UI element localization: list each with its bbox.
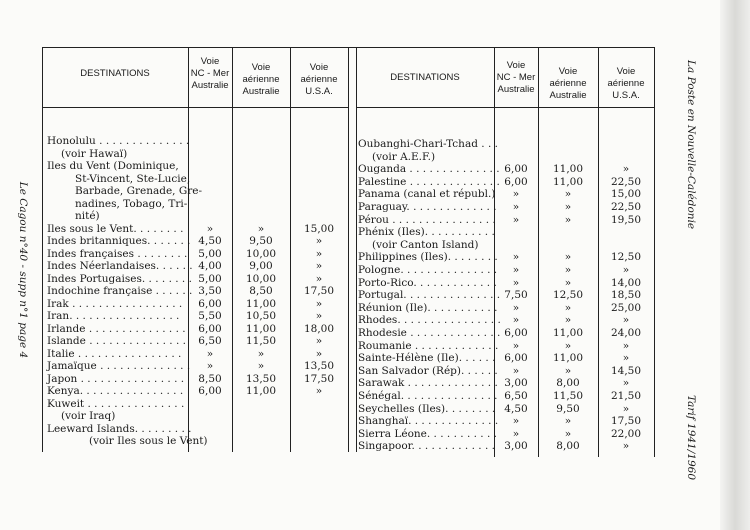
- destination-label: (voir Iraq): [61, 410, 116, 422]
- rate-air-australia: »: [564, 251, 572, 264]
- destination-label: Iles du Vent (Dominique,: [47, 160, 179, 172]
- rate-air-usa: »: [622, 314, 630, 327]
- rate-air-usa: »: [315, 235, 323, 247]
- rate-air-australia: 11,00: [552, 163, 584, 176]
- destination-label: Jamaïque . . . . . . . . . . . . . .: [47, 360, 191, 372]
- rate-sea-australia: »: [512, 213, 520, 226]
- rate-air-usa: »: [622, 264, 630, 276]
- destination-label: Indochine française . . . . . .: [47, 285, 193, 297]
- rate-sea-australia: 5,00: [198, 272, 222, 285]
- destination-label: Honolulu . . . . . . . . . . . . . .: [47, 135, 190, 147]
- destination-label: Seychelles (Iles). . . . . . . .: [358, 402, 496, 415]
- destination-label: Barbade, Grenade, Gre-: [75, 185, 203, 197]
- rate-air-australia: »: [564, 314, 572, 327]
- destination-label: Indes Néerlandaises. . . . . .: [47, 260, 193, 272]
- destination-label: nadines, Tobago, Tri-: [75, 197, 188, 210]
- destination-label: Oubanghi-Chari-Tchad . . .: [358, 138, 498, 150]
- destination-label: St-Vincent, Ste-Lucie,: [75, 172, 191, 185]
- rule-right-edge-left: [356, 47, 357, 452]
- rate-air-australia: 11,00: [552, 352, 584, 365]
- rate-air-usa: 25,00: [610, 301, 642, 314]
- header-air-australia-left: Voie aérienne Australie: [242, 62, 280, 97]
- rate-air-australia: »: [564, 213, 572, 226]
- destination-label: Kuweit . . . . . . . . . . . . . . .: [47, 397, 185, 410]
- rate-air-usa: 22,00: [610, 427, 642, 440]
- rate-air-usa: 14,50: [610, 364, 642, 377]
- rate-sea-australia: »: [512, 276, 520, 289]
- destination-label: Indes britanniques. . . . . . .: [47, 235, 191, 247]
- rate-air-australia: »: [257, 360, 265, 372]
- rate-sea-australia: 3,00: [504, 377, 528, 390]
- rate-sea-australia: 5,50: [198, 310, 222, 322]
- destination-label: (voir Iles sous le Vent): [89, 435, 208, 447]
- rate-air-usa: »: [315, 310, 323, 322]
- header-air-australia-right: Voie aérienne Australie: [549, 66, 587, 101]
- rate-sea-australia: 6,00: [198, 297, 222, 310]
- rate-sea-australia: 6,00: [504, 327, 528, 339]
- rate-air-australia: 11,00: [245, 385, 277, 397]
- destination-label: Sierra Léone. . . . . . . . . . .: [358, 427, 497, 440]
- rate-sea-australia: 3,00: [504, 440, 528, 453]
- rate-sea-australia: »: [512, 364, 520, 377]
- rate-air-usa: 15,00: [610, 188, 642, 201]
- rate-air-usa: »: [622, 440, 630, 453]
- destination-label: Singapoor. . . . . . . . . . . . .: [358, 440, 495, 453]
- destination-label: (voir Hawaï): [61, 147, 128, 160]
- rate-air-australia: »: [564, 301, 572, 314]
- destination-label: Porto-Rico. . . . . . . . . . . . .: [358, 276, 497, 289]
- rate-air-usa: 22,50: [610, 175, 642, 188]
- rate-air-australia: 9,50: [249, 235, 273, 247]
- rate-air-usa: »: [622, 402, 630, 415]
- rate-air-australia: »: [564, 427, 572, 440]
- destination-label: Indes françaises . . . . . . . .: [47, 247, 188, 260]
- header-bottom-rule-left: [42, 107, 348, 108]
- rate-air-usa: »: [315, 247, 323, 260]
- destination-label: Réunion (Ile). . . . . . . . . . .: [358, 301, 498, 314]
- destination-label: Indes Portugaises. . . . . . . .: [47, 272, 192, 285]
- header-air-usa-right: Voie aérienne U.S.A.: [607, 66, 645, 101]
- destination-label: Pérou . . . . . . . . . . . . . . . .: [358, 213, 496, 226]
- rate-air-australia: 10,00: [245, 272, 277, 285]
- destination-label: Rhodesie . . . . . . . . . . . . . .: [358, 327, 501, 339]
- rate-air-usa: 18,50: [610, 289, 642, 302]
- margin-right-caption: [683, 60, 697, 480]
- destination-label: Portugal. . . . . . . . . . . . . . .: [358, 289, 501, 302]
- header-bottom-rule-right: [356, 107, 654, 108]
- rate-sea-australia: »: [206, 360, 214, 372]
- rate-air-usa: »: [622, 352, 630, 365]
- rate-sea-australia: 8,50: [198, 372, 222, 385]
- header-destinations-left: DESTINATIONS: [80, 68, 150, 79]
- rate-air-australia: »: [257, 222, 265, 235]
- rate-air-australia: 10,50: [245, 310, 277, 322]
- destination-label: Leeward Islands. . . . . . . . .: [47, 422, 192, 435]
- rate-air-usa: »: [315, 272, 323, 285]
- rate-sea-australia: »: [512, 264, 520, 276]
- destination-label: nité): [75, 210, 100, 222]
- rate-air-australia: 10,00: [245, 247, 277, 260]
- rate-air-usa: 15,00: [303, 222, 335, 235]
- rate-air-usa: 12,50: [610, 251, 642, 264]
- rate-sea-australia: »: [512, 415, 520, 428]
- rate-sea-australia: 6,50: [504, 390, 528, 402]
- rate-air-australia: »: [564, 188, 572, 201]
- rate-air-usa: »: [315, 385, 323, 397]
- rate-sea-australia: »: [512, 339, 520, 352]
- destination-label: Japon . . . . . . . . . . . . . . . .: [47, 372, 185, 385]
- rate-air-usa: 18,00: [303, 322, 335, 335]
- rate-sea-australia: 6,00: [504, 163, 528, 176]
- destination-label: Shanghaï. . . . . . . . . . . . . .: [358, 415, 499, 428]
- rate-sea-australia: 6,00: [504, 352, 528, 365]
- rate-air-australia: 11,00: [552, 175, 584, 188]
- rate-sea-australia: »: [512, 251, 520, 264]
- margin-right-tarif: Tarif 1941/1960: [685, 394, 697, 480]
- rate-air-usa: 17,50: [610, 415, 642, 428]
- rate-sea-australia: 4,50: [198, 235, 222, 247]
- rate-sea-australia: 7,50: [504, 289, 528, 302]
- rate-sea-australia: 3,50: [198, 285, 222, 297]
- rate-air-australia: 13,50: [245, 372, 277, 385]
- rate-sea-australia: »: [512, 314, 520, 327]
- rate-air-australia: »: [564, 364, 572, 377]
- rate-air-usa: 17,50: [303, 285, 335, 297]
- destination-label: Paraguay. . . . . . . . . . . . . .: [358, 201, 497, 213]
- rate-sea-australia: 6,00: [198, 385, 222, 397]
- margin-right-title: La Poste en Nouvelle-Calédonie: [685, 60, 697, 230]
- rate-air-australia: »: [564, 339, 572, 352]
- rate-air-usa: »: [315, 297, 323, 310]
- destination-label: Palestine . . . . . . . . . . . . . .: [358, 175, 500, 188]
- destination-label: Islande . . . . . . . . . . . . . . .: [47, 335, 186, 347]
- rate-sea-australia: »: [512, 301, 520, 314]
- rate-air-australia: 9,00: [249, 260, 273, 272]
- rate-air-usa: 14,00: [610, 276, 642, 289]
- rate-air-australia: 9,50: [556, 402, 580, 415]
- rate-air-usa: »: [622, 377, 630, 390]
- rate-sea-australia: 5,00: [198, 247, 222, 260]
- rule-right-edge: [654, 47, 655, 457]
- destination-label: Sénégal. . . . . . . . . . . . . . .: [358, 390, 498, 402]
- rate-air-usa: »: [315, 260, 323, 272]
- rate-sea-australia: »: [512, 427, 520, 440]
- rate-air-usa: »: [315, 347, 323, 360]
- rate-sea-australia: 4,00: [198, 260, 222, 272]
- header-destinations-right: DESTINATIONS: [390, 72, 460, 83]
- destination-label: Italie . . . . . . . . . . . . . . . .: [47, 347, 182, 360]
- rate-air-australia: 11,00: [245, 297, 277, 310]
- rate-air-usa: »: [622, 163, 630, 176]
- rate-air-usa: 13,50: [303, 360, 335, 372]
- destination-label: Iran. . . . . . . . . . . . . . . . .: [47, 310, 180, 322]
- destination-label: Philippines (Iles). . . . . . . .: [358, 251, 498, 264]
- header-air-usa-left: Voie aérienne U.S.A.: [300, 62, 338, 97]
- destination-label: Irak . . . . . . . . . . . . . . . . .: [47, 297, 183, 310]
- page-edge-shadow: [720, 0, 750, 530]
- destination-label: Ouganda . . . . . . . . . . . . . .: [358, 163, 500, 176]
- rate-air-australia: 8,00: [556, 440, 580, 453]
- rate-air-australia: 11,50: [552, 390, 584, 402]
- rule-left-edge: [42, 47, 43, 452]
- destination-label: Sarawak . . . . . . . . . . . . . .: [358, 377, 498, 390]
- rate-air-australia: 11,00: [245, 322, 277, 335]
- destination-label: Kenya. . . . . . . . . . . . . . . .: [47, 385, 184, 397]
- rate-air-usa: »: [622, 339, 630, 352]
- rate-air-usa: 17,50: [303, 372, 335, 385]
- rate-air-australia: »: [564, 201, 572, 213]
- destination-label: Panama (canal et républ.): [358, 188, 496, 201]
- rate-sea-australia: 6,50: [198, 335, 222, 347]
- rate-sea-australia: »: [512, 201, 520, 213]
- rate-air-usa: 24,00: [610, 327, 642, 339]
- destination-label: Phénix (Iles). . . . . . . . . . .: [358, 226, 495, 239]
- destination-label: Sainte-Hélène (Ile). . . . . .: [358, 352, 496, 365]
- destination-label: (voir A.E.F.): [372, 150, 436, 163]
- rate-air-australia: 11,50: [245, 335, 277, 347]
- rate-air-australia: 11,00: [552, 327, 584, 339]
- rate-sea-australia: 4,50: [504, 402, 528, 415]
- rate-sea-australia: 6,00: [504, 175, 528, 188]
- rate-sea-australia: 6,00: [198, 322, 222, 335]
- destination-label: Irlande . . . . . . . . . . . . . . .: [47, 322, 186, 335]
- rate-air-usa: 19,50: [610, 213, 642, 226]
- margin-left-caption: Le Cagou n°40 - supp n°1 page 4: [17, 181, 29, 359]
- rate-air-australia: »: [564, 264, 572, 276]
- rate-air-australia: 12,50: [552, 289, 584, 302]
- rate-air-usa: »: [315, 335, 323, 347]
- rate-air-australia: »: [564, 415, 572, 428]
- destination-label: San Salvador (Rép). . . . . .: [358, 364, 498, 377]
- destination-label: Rhodes. . . . . . . . . . . . . . . .: [358, 314, 501, 327]
- destination-label: Pologne. . . . . . . . . . . . . . .: [358, 264, 498, 276]
- rate-sea-australia: »: [206, 347, 214, 360]
- header-sea-australia-right: Voie NC - Mer Australie: [496, 60, 536, 95]
- destination-label: (voir Canton Island): [372, 238, 479, 251]
- rate-sea-australia: »: [512, 188, 520, 201]
- rate-air-usa: 22,50: [610, 201, 642, 213]
- rate-air-usa: 21,50: [610, 390, 642, 402]
- rate-air-australia: 8,00: [556, 377, 580, 390]
- header-sea-australia-left: Voie NC - Mer Australie: [190, 56, 230, 91]
- rate-air-australia: »: [564, 276, 572, 289]
- destination-label: Roumanie . . . . . . . . . . . . .: [358, 339, 499, 352]
- rate-sea-australia: »: [206, 222, 214, 235]
- rate-air-australia: 8,50: [249, 285, 273, 297]
- rate-air-australia: »: [257, 347, 265, 360]
- destination-label: Iles sous le Vent. . . . . . . .: [47, 222, 184, 235]
- rule-left-right-edge: [348, 47, 349, 452]
